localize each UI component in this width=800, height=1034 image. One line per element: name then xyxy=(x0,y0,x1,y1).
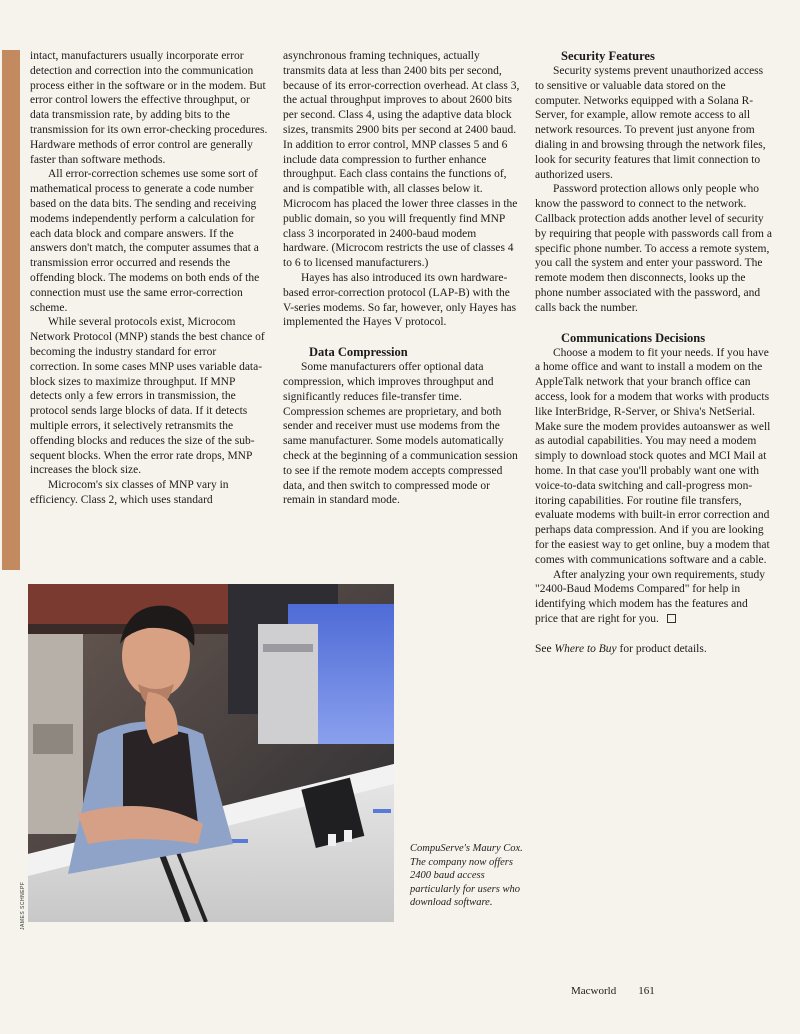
photo-illustration xyxy=(28,584,394,922)
section-heading-security-features: Security Features xyxy=(561,49,655,63)
section-heading-communications-decisions: Communications Decisions xyxy=(561,330,706,345)
paragraph: Choose a modem to fit your needs. If you have a home office and want to install a modem on the AppleTalk network that your branch office can access, look for a modem that works with products like InterBridge, R-Server, or Shiva's NetSerial. Make sure the modem provides autoanswer as well as autodial capabilities. You may need a modem simply to download stock quotes and MCI Mail at home. In that case you'll probably want one with voice-to-data switching and call-progress monitoring capabilities. For routine file transfers, evaluate modems with built-in error correction and perhaps data compression. And if you are looking for the easiest way to get online, buy a modem that comes with communications software and a cable. xyxy=(535,346,771,566)
paragraph: Microcom's six classes of MNP vary in efficiency. Class 2, which uses standard xyxy=(30,479,229,506)
paragraph: intact, manufacturers usually incorporate error detection and correction into the communication process either in the software or in the modem. But error control lowers the effective throughput, or data transmission rate, by adding bits to the transmission for its own error-checking procedures. Hardware methods of error control are generally faster than software methods. xyxy=(30,50,268,166)
page-number: 161 xyxy=(638,985,655,997)
photo-maury-cox xyxy=(28,584,394,922)
paragraph-text: After analyzing your own requirements, study "2400-Baud Modems Compared" for help in identifying which modem has the features and price that are right for you. xyxy=(535,568,766,625)
paragraph: asynchronous framing techniques, actually transmits data at less than 2400 bits per second, because of its error-correction overhead. At class 3, the actual throughput improves to about 2600 bits per second. Class 4, using the adaptive data block sizes, transmits 2900 bits per second at 2400 baud. In addition to error control, MNP classes 5 and 6 include data compression to further enhance throughput. Each class contains the functions of, and is compatible with, all classes below it. Microcom has placed the lower three classes in the public domain, so you will frequently find MNP class 3 incorporated in 2400-baud modem hardware. (Microcom restricts the use of classes 4 to 6 to licensed manufacturers.) xyxy=(283,50,520,270)
end-mark-icon xyxy=(667,614,676,623)
see-where-to-buy xyxy=(535,642,773,657)
see-suffix: for product details. xyxy=(616,642,707,655)
paragraph: While several protocols exist, Microcom Network Protocol (MNP) stands the best chance of becoming the industry standard for error correction. In some cases MNP uses variable data-block sizes to maximize throughput. If MNP detects only a few errors in transmission, the protocol sends large blocks of data. If it detects multiple errors, it selectively retransmits the offending blocks and reduces the size of the subsequent blocks. When the error rate drops, MNP increases the block size. xyxy=(30,316,265,477)
photo-caption: CompuServe's Maury Cox. The company now offers 2400 baud access particularly for users who download software. xyxy=(410,843,523,909)
paragraph: Hayes has also introduced its own hardware-based error-correction protocol (LAP-B) with the V-series modems. So far, however, only Hayes has implemented the Hayes V protocol. xyxy=(283,271,517,329)
magazine-name: Macworld xyxy=(571,985,617,997)
photo-credit: JAMES SCHNEPF xyxy=(20,881,26,930)
page-footer xyxy=(571,985,677,997)
see-prefix: See xyxy=(535,642,555,655)
margin-color-tab xyxy=(2,50,20,570)
paragraph: Security systems prevent unauthorized access to sensitive or valuable data stored on the computer. Networks equipped with a Solana R-Server, for example, allow remote access to all network resources. To prevent just anyone from dialing in and browsing through the network files, look for security features that limit connection to authorized users. xyxy=(535,65,766,181)
column-2 xyxy=(283,49,521,508)
paragraph-final xyxy=(535,568,773,627)
paragraph: All error-correction schemes use some sort of mathematical process to generate a code number based on the data bits. The sending and receiving modems independently perform a calculation for each data block and compare answers. If the answers don't match, the computer assumes that a transmission error occurred and resends the offending block. The modems on both ends of the connection must use the same error-correction scheme. xyxy=(30,168,260,314)
column-3 xyxy=(535,49,773,656)
section-heading-data-compression: Data Compression xyxy=(309,345,408,360)
column-1 xyxy=(30,49,268,508)
where-to-buy-reference: Where to Buy xyxy=(554,642,617,655)
paragraph: Password protection allows only people who know the password to connect to the network. Callback protection adds another level of security by requiring that people with passwords call from a specific phone number. To access a remote system, you call the system and enter your password. The remote modem then disconnects, looks up the phone number associated with the password, and calls back the number. xyxy=(535,183,772,314)
paragraph: Some manufacturers offer optional data compression, which improves throughput and significantly reduces file-transfer time. Compression schemes are proprietary, and both sender and receiver must use modems from the same manufacturer. Some models automatically check at the beginning of a communication session to see if the remote modem accepts compressed data, and then switch to compressed mode or remain in standard mode. xyxy=(283,361,518,507)
